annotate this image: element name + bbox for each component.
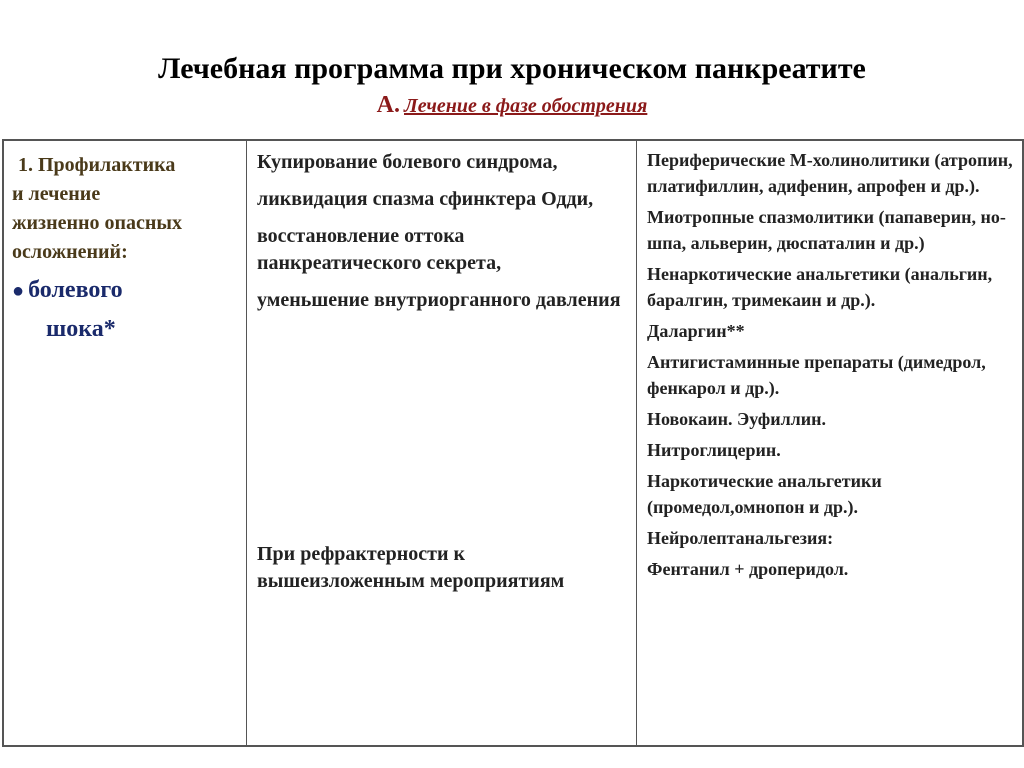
goal-item: ликвидация спазма сфинктера Одди, [257, 188, 594, 210]
treatment-table [2, 139, 1024, 747]
subtitle-letter: А. [376, 92, 401, 118]
goal-item: уменьшение внутриорганного давления [257, 289, 621, 311]
goal-item: Купирование болевого синдрома, [257, 151, 558, 173]
drug-item: Даларгин** [647, 321, 745, 341]
goal-item: восстановление оттока панкреатического секрета, [257, 225, 502, 274]
drug-item: Фентанил + дроперидол. [647, 559, 849, 579]
column-goals [247, 141, 637, 745]
drug-item: Нейролептанальгезия: [647, 528, 834, 548]
subtitle-text: Лечение в фазе обострения [404, 95, 648, 117]
complications-heading [12, 151, 240, 267]
bullet-text: болевого [28, 277, 123, 303]
drug-item: Периферические М-холинолитики (атропин, платифиллин, адифенин, апрофен и др.). [647, 150, 1013, 196]
drug-item: Миотропные спазмолитики (папаверин, но-шпа, альверин, дюспаталин и др.) [647, 207, 1006, 253]
refractory-item: При рефрактерности к вышеизложенным мероприятиям [257, 543, 565, 592]
drug-item: Новокаин. Эуфиллин. [647, 409, 827, 429]
heading-line: осложнений: [12, 241, 128, 263]
heading-line: жизненно опасных [12, 212, 183, 234]
page-title: Лечебная программа при хроническом панкреатите [158, 52, 866, 85]
column-drugs [637, 141, 1022, 745]
heading-line: Профилактика [38, 154, 176, 176]
bullet-icon: ● [12, 280, 25, 302]
section-number: 1. [18, 154, 33, 176]
drug-item: Наркотические анальгетики (промедол,омнопон и др.). [647, 471, 882, 517]
bullet-item [12, 271, 240, 348]
drug-item: Нитроглицерин. [647, 440, 781, 460]
drug-item: Ненаркотические анальгетики (анальгин, баралгин, тримекаин и др.). [647, 264, 993, 310]
column-complications [4, 141, 247, 745]
drug-item: Антигистаминные препараты (димедрол, фенкарол и др.). [647, 352, 986, 398]
page-subtitle [0, 92, 1024, 119]
bullet-text-continued: шока* [46, 316, 116, 342]
heading-line: и лечение [12, 183, 101, 205]
